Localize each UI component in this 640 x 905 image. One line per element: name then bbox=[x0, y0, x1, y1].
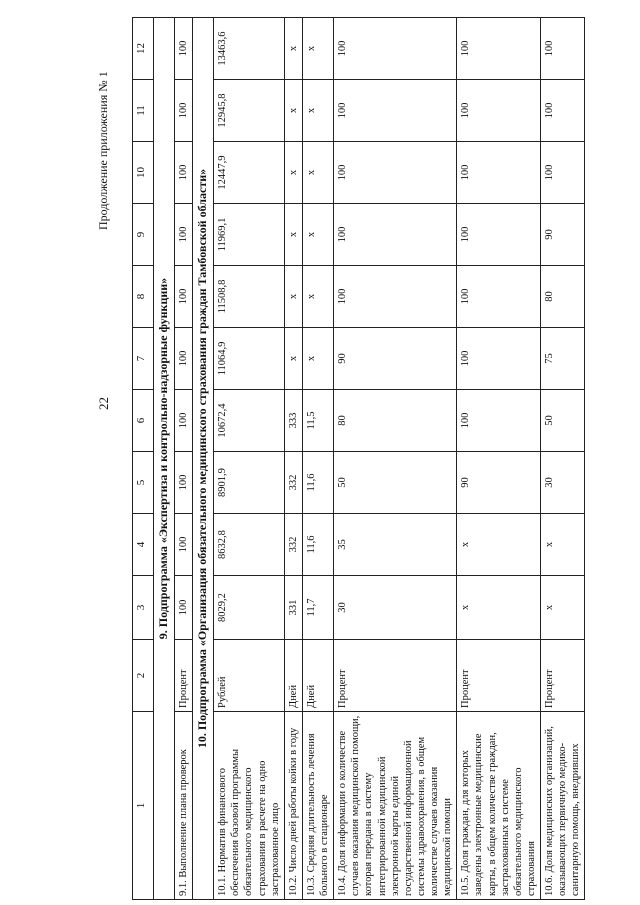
value-cell: 8901,9 bbox=[214, 452, 285, 514]
unit-cell: Рублей bbox=[214, 640, 285, 712]
value-cell: 100 bbox=[457, 390, 541, 452]
value-cell: 100 bbox=[457, 328, 541, 390]
indicator-name-cell: 10.5. Доля граждан, для которых заведены электронные медицинские карты, в общем количестве граждан, застрахованных в системе обязательного медицинского страхования bbox=[457, 712, 541, 900]
indicator-name-cell: 10.1. Норматив финансового обеспечения базовой программы обязательного медицинского страхования в расчете на одно застрахованное лицо bbox=[214, 712, 285, 900]
section-10-title: 10. Подпрограмма «Организация обязательного медицинского страхования граждан Тамбовской области» bbox=[193, 18, 214, 900]
header-cell: 5 bbox=[133, 452, 154, 514]
unit-cell: Процент bbox=[334, 640, 457, 712]
value-cell: 13463,6 bbox=[214, 18, 285, 80]
value-cell: х bbox=[284, 266, 302, 328]
indicator-name-cell: 10.3. Средняя длительность лечения больного в стационаре bbox=[302, 712, 333, 900]
value-cell: 90 bbox=[541, 204, 585, 266]
value-cell: х bbox=[541, 514, 585, 576]
value-cell: 8632,8 bbox=[214, 514, 285, 576]
indicator-name-cell: 10.6. Доля медицинских организаций, оказывающих первичную медико-санитарную помощь, внедривших bbox=[541, 712, 585, 900]
header-cell: 10 bbox=[133, 142, 154, 204]
header-cell: 1 bbox=[133, 712, 154, 900]
value-cell: 100 bbox=[457, 142, 541, 204]
table-row bbox=[302, 18, 333, 900]
value-cell: 331 bbox=[284, 576, 302, 640]
value-cell: 332 bbox=[284, 452, 302, 514]
value-cell: 100 bbox=[175, 266, 193, 328]
value-cell: 90 bbox=[334, 328, 457, 390]
appendix-caption: Продолжение приложения № 1 bbox=[96, 71, 110, 230]
value-cell: 12945,8 bbox=[214, 80, 285, 142]
value-cell: 30 bbox=[541, 452, 585, 514]
value-cell: 11,5 bbox=[302, 390, 333, 452]
value-cell: 100 bbox=[175, 390, 193, 452]
value-cell: х bbox=[284, 204, 302, 266]
value-cell: 100 bbox=[334, 142, 457, 204]
value-cell: 100 bbox=[541, 142, 585, 204]
value-cell: 100 bbox=[175, 204, 193, 266]
value-cell: х bbox=[284, 142, 302, 204]
unit-cell: Дней bbox=[302, 640, 333, 712]
table-row bbox=[214, 18, 285, 900]
header-cell: 9 bbox=[133, 204, 154, 266]
value-cell: 10672,4 bbox=[214, 390, 285, 452]
indicator-name-cell: 10.2. Число дней работы койки в году bbox=[284, 712, 302, 900]
value-cell: х bbox=[541, 576, 585, 640]
value-cell: 100 bbox=[457, 80, 541, 142]
value-cell: 100 bbox=[334, 18, 457, 80]
header-cell: 11 bbox=[133, 80, 154, 142]
value-cell: 100 bbox=[334, 204, 457, 266]
section-9-row bbox=[154, 18, 175, 900]
page-number: 22 bbox=[96, 397, 111, 410]
value-cell: 8029,2 bbox=[214, 576, 285, 640]
table-row bbox=[284, 18, 302, 900]
value-cell: 100 bbox=[175, 514, 193, 576]
value-cell: 30 bbox=[334, 576, 457, 640]
header-cell: 2 bbox=[133, 640, 154, 712]
value-cell: 100 bbox=[175, 452, 193, 514]
value-cell: 11,7 bbox=[302, 576, 333, 640]
value-cell: 50 bbox=[541, 390, 585, 452]
indicators-table bbox=[132, 17, 585, 900]
value-cell: 80 bbox=[334, 390, 457, 452]
value-cell: 90 bbox=[457, 452, 541, 514]
value-cell: х bbox=[457, 514, 541, 576]
value-cell: 100 bbox=[175, 142, 193, 204]
value-cell: 75 bbox=[541, 328, 585, 390]
value-cell: 11508,8 bbox=[214, 266, 285, 328]
value-cell: 11969,1 bbox=[214, 204, 285, 266]
value-cell: 100 bbox=[175, 576, 193, 640]
value-cell: х bbox=[302, 328, 333, 390]
value-cell: х bbox=[302, 204, 333, 266]
unit-cell: Дней bbox=[284, 640, 302, 712]
indicator-name-cell: 9.1. Выполнение плана проверок bbox=[175, 712, 193, 900]
value-cell: 100 bbox=[457, 18, 541, 80]
value-cell: 50 bbox=[334, 452, 457, 514]
table-row bbox=[541, 18, 585, 900]
header-cell: 4 bbox=[133, 514, 154, 576]
section-10-row bbox=[193, 18, 214, 900]
header-cell: 7 bbox=[133, 328, 154, 390]
value-cell: 11,6 bbox=[302, 452, 333, 514]
value-cell: х bbox=[302, 266, 333, 328]
value-cell: 100 bbox=[541, 80, 585, 142]
header-cell: 3 bbox=[133, 576, 154, 640]
table-row bbox=[457, 18, 541, 900]
header-cell: 8 bbox=[133, 266, 154, 328]
section-9-title: 9. Подпрограмма «Экспертиза и контрольно-надзорные функции» bbox=[154, 18, 175, 900]
value-cell: х bbox=[284, 18, 302, 80]
table-row bbox=[334, 18, 457, 900]
value-cell: 333 bbox=[284, 390, 302, 452]
value-cell: х bbox=[457, 576, 541, 640]
header-cell: 6 bbox=[133, 390, 154, 452]
value-cell: х bbox=[284, 328, 302, 390]
value-cell: 100 bbox=[175, 18, 193, 80]
value-cell: 100 bbox=[175, 80, 193, 142]
value-cell: 100 bbox=[334, 266, 457, 328]
header-cell: 12 bbox=[133, 18, 154, 80]
value-cell: 100 bbox=[457, 204, 541, 266]
header-row bbox=[133, 18, 154, 900]
value-cell: х bbox=[284, 80, 302, 142]
indicator-name-cell: 10.4. Доля информации о количестве случаев оказания медицинской помощи, которая передана в систему интегрированной медицинской электронной карты единой государственной информационной системы здравоохранения, в общем количестве случаев оказания медицинской помощи bbox=[334, 712, 457, 900]
value-cell: х bbox=[302, 80, 333, 142]
value-cell: 11064,9 bbox=[214, 328, 285, 390]
value-cell: х bbox=[302, 142, 333, 204]
value-cell: 100 bbox=[334, 80, 457, 142]
value-cell: 100 bbox=[457, 266, 541, 328]
value-cell: 332 bbox=[284, 514, 302, 576]
unit-cell: Процент bbox=[541, 640, 585, 712]
value-cell: 100 bbox=[175, 328, 193, 390]
value-cell: 12447,9 bbox=[214, 142, 285, 204]
unit-cell: Процент bbox=[175, 640, 193, 712]
value-cell: 35 bbox=[334, 514, 457, 576]
value-cell: 11,6 bbox=[302, 514, 333, 576]
rotated-table-container bbox=[132, 20, 632, 900]
value-cell: 80 bbox=[541, 266, 585, 328]
value-cell: 100 bbox=[541, 18, 585, 80]
unit-cell: Процент bbox=[457, 640, 541, 712]
table-row bbox=[175, 18, 193, 900]
value-cell: х bbox=[302, 18, 333, 80]
